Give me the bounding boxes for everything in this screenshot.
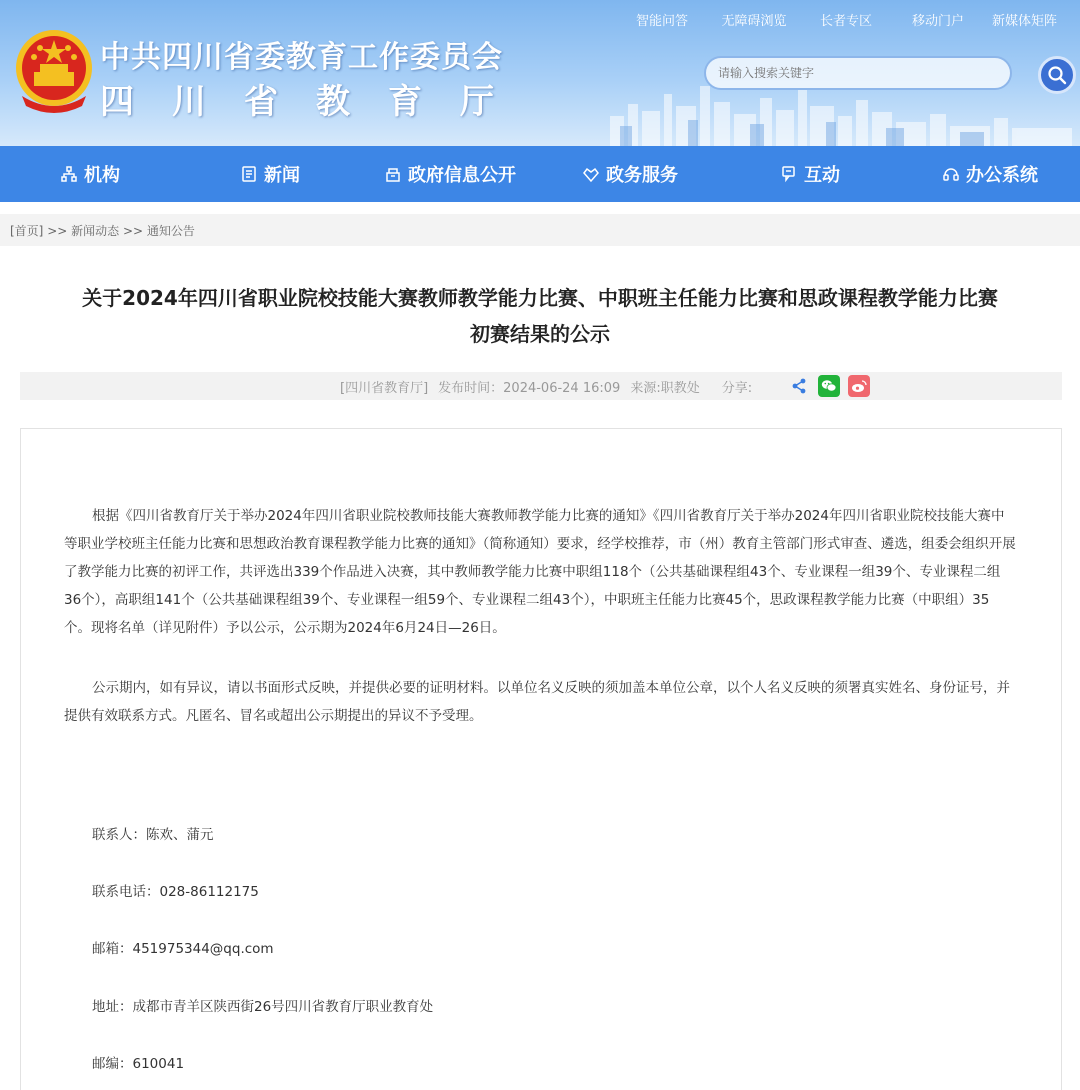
- search-input[interactable]: [706, 58, 1010, 88]
- site-title: 中共四川省委教育工作委员会: [100, 40, 503, 75]
- national-emblem: [12, 24, 96, 116]
- toplink-elderly[interactable]: 长者专区: [819, 14, 872, 29]
- nav-item-org[interactable]: [0, 146, 180, 202]
- meta-site: [四川省教育厅]: [340, 380, 429, 396]
- share-icon[interactable]: [788, 375, 810, 397]
- nav-item-office[interactable]: [900, 146, 1080, 202]
- site-header: [0, 0, 1080, 146]
- breadcrumb-home[interactable]: [首页]: [10, 224, 44, 238]
- service-icon: [582, 165, 600, 183]
- contact-phone: 联系电话：028-86112175: [92, 884, 259, 900]
- info-icon: [384, 165, 402, 183]
- search-icon: [1047, 65, 1067, 85]
- article-paragraph-2: 公示期内，如有异议，请以书面形式反映，并提供必要的证明材料。以单位名义反映的须加盖本单位公章，以个人名义反映的须署真实姓名、身份证号，并提供有效联系方式。凡匿名、冒名或超出公示期提出的异议不予受理。: [64, 680, 1010, 724]
- article-title-line1: 关于2024年四川省职业院校技能大赛教师教学能力比赛、中职班主任能力比赛和思政课程教学能力比赛: [82, 286, 998, 310]
- toplink-accessibility[interactable]: 无障碍浏览: [721, 14, 787, 29]
- chat-icon: [780, 165, 798, 183]
- share-network-icon: [791, 378, 807, 394]
- article-paragraph-1: 根据《四川省教育厅关于举办2024年四川省职业院校教师技能大赛教师教学能力比赛的通知》《四川省教育厅关于举办2024年四川省职业院校技能大赛中等职业学校班主任能力比赛和思想政治教育课程教学能力比赛的通知》（简称通知）要求，经学校推荐，市（州）教育主管部门形式审查、遴选，组委会组织开展了教学能力比赛的初评工作，共评选出339个作品进入决赛，其中教师教学能力比赛中职组118个（公共基础课程组43个、专业课程一组39个、专业课程二组36个），高职组141个（公共基础课程组39个、专业课程一组59个、专业课程二组43个），中职班主任能力比赛45个，思政课程教学能力比赛（中职组）35个。现将名单（详见附件）予以公示，公示期为2024年6月24日—26日。: [64, 508, 1016, 636]
- meta-source: 来源:职教处: [630, 380, 700, 396]
- nav-item-info[interactable]: [360, 146, 540, 202]
- share-icons: [788, 375, 870, 397]
- nav-label-info: 政府信息公开: [408, 165, 516, 186]
- office-icon: [942, 165, 960, 183]
- nav-label-service: 政务服务: [606, 165, 678, 186]
- nav-label-office: 办公系统: [966, 165, 1038, 186]
- article-title-line2: 初赛结果的公示: [470, 322, 610, 346]
- main-nav: [0, 146, 1080, 202]
- org-icon: [60, 165, 78, 183]
- search-box: [704, 56, 1012, 90]
- contact-postcode: 邮编：610041: [92, 1056, 185, 1072]
- contact-person: 联系人：陈欢、蒲元: [92, 827, 214, 843]
- breadcrumb-notice[interactable]: 通知公告: [146, 224, 195, 238]
- breadcrumb-sep: >>: [47, 224, 68, 238]
- weibo-icon: [851, 379, 867, 393]
- nav-label-news: 新闻: [264, 165, 300, 186]
- meta-date: 发布时间：2024-06-24 16:09: [438, 380, 621, 396]
- wechat-icon: [821, 379, 837, 393]
- nav-label-org: 机构: [84, 165, 120, 186]
- nav-label-interact: 互动: [804, 165, 840, 186]
- toplink-media[interactable]: 新媒体矩阵: [992, 14, 1058, 29]
- toplink-mobile[interactable]: 移动门户: [911, 14, 964, 29]
- article-meta: [20, 372, 1062, 400]
- nav-item-service[interactable]: [540, 146, 720, 202]
- breadcrumb-news[interactable]: 新闻动态: [71, 224, 120, 238]
- wechat-share-button[interactable]: [818, 375, 840, 397]
- toplink-ai-qa[interactable]: 智能问答: [635, 14, 688, 29]
- nav-item-news[interactable]: [180, 146, 360, 202]
- contact-address: 地址：成都市青羊区陕西街26号四川省教育厅职业教育处: [92, 999, 434, 1015]
- nav-item-interact[interactable]: [720, 146, 900, 202]
- breadcrumb: [0, 214, 1080, 246]
- article-title: [0, 280, 1080, 352]
- site-subtitle: 四川省教育厅: [100, 82, 532, 122]
- breadcrumb-sep: >>: [122, 224, 144, 238]
- share-label: 分享:: [721, 380, 753, 396]
- top-links: [616, 10, 1062, 29]
- news-icon: [240, 165, 258, 183]
- search-button[interactable]: [1038, 56, 1076, 94]
- contact-email: 邮箱：451975344@qq.com: [92, 941, 274, 957]
- weibo-share-button[interactable]: [848, 375, 870, 397]
